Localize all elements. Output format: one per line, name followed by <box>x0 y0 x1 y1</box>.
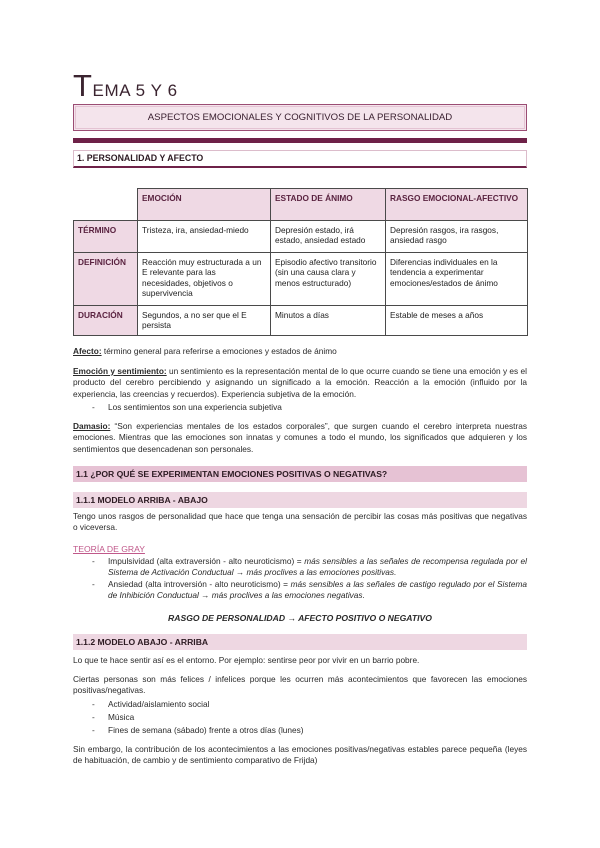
list-item: - Música <box>73 711 527 724</box>
damasio-term: Damasio: <box>73 421 111 431</box>
afecto-paragraph <box>73 346 527 357</box>
list-item: - Fines de semana (sábado) frente a otros días (lunes) <box>73 724 527 737</box>
emocion-bullet-list <box>73 402 527 413</box>
damasio-paragraph <box>73 421 527 455</box>
list-item <box>73 579 527 602</box>
damasio-text: “Son experiencias mentales de los estados corporales”, que surgen cuando el cerebro interpreta nuestras emociones. Mientras que las emociones son innatas y comunes a todo el mundo, los significados que adquieren y los sentimientos que desencadenan son personales. <box>73 421 527 454</box>
gray-item-italic: más sensibles a las señales de recompensa regulada por el Sistema de Activación Conductual → más proclives a las emociones positivas. <box>108 556 527 578</box>
conclusion-line: RASGO DE PERSONALIDAD → AFECTO POSITIVO O NEGATIVO <box>168 613 432 623</box>
table-cell: Diferencias individuales en la tendencia a experimentar emociones/estados de ánimo <box>386 253 528 306</box>
section-1-heading: 1. PERSONALIDAD Y AFECTO <box>73 150 527 168</box>
comparison-table <box>73 188 528 336</box>
table-cell: Minutos a días <box>271 306 386 336</box>
emocion-term: Emoción y sentimiento: <box>73 366 167 376</box>
divider-bar <box>73 138 527 143</box>
gray-item-plain: Impulsividad (alta extraversión - alto neuroticismo) = <box>108 556 305 566</box>
table-corner-cell <box>74 189 138 221</box>
table-cell: Depresión rasgos, ira rasgos, ansiedad rasgo <box>386 221 528 253</box>
section-1-1-1-heading: 1.1.1 MODELO ARRIBA - ABAJO <box>73 492 527 508</box>
table-cell: Estable de meses a años <box>386 306 528 336</box>
gray-item-plain: Ansiedad (alta introversión - alto neuroticismo) = <box>108 578 291 589</box>
title-initial: T <box>73 68 93 103</box>
table-row <box>74 306 528 336</box>
page-subtitle-box <box>73 104 527 131</box>
sin-embargo-paragraph: Sin embargo, la contribución de los acontecimientos a las emociones positivas/negativas estables parece pequeña (leyes de habituación, de cambio y de sentimiento comparativo de Frijda) <box>73 744 527 766</box>
emocion-paragraph <box>73 366 527 400</box>
table-row <box>74 253 528 306</box>
header-emocion: EMOCIÓN <box>138 189 271 221</box>
gray-theory-title: TEORÍA DE GRAY <box>73 544 145 554</box>
table-header-row <box>74 189 528 221</box>
row-label: TÉRMINO <box>74 221 138 253</box>
table-cell: Episodio afectivo transitorio (sin una causa clara y menos estructurado) <box>271 253 386 306</box>
row-label: DURACIÓN <box>74 306 138 336</box>
list-item <box>73 556 527 579</box>
afecto-term: Afecto: <box>73 346 102 356</box>
title-rest: EMA 5 Y 6 <box>92 81 178 100</box>
list-item: - Los sentimientos son una experiencia subjetiva <box>73 402 527 413</box>
table-cell: Tristeza, ira, ansiedad-miedo <box>138 221 271 253</box>
table-row <box>74 221 528 253</box>
abajo-arriba-paragraph: Lo que te hace sentir así es el entorno. Por ejemplo: sentirse peor por vivir en un barrio pobre. <box>73 655 420 665</box>
gray-bullet-list <box>73 556 527 601</box>
arriba-abajo-paragraph: Tengo unos rasgos de personalidad que hace que tenga una sensación de percibir las cosas más positivas que negativas o viceversa. <box>73 511 527 533</box>
table-cell: Reacción muy estructurada a un E relevante para las necesidades, objetivos o supervivencia <box>138 253 271 306</box>
row-label: DEFINICIÓN <box>74 253 138 306</box>
section-1-1-heading: 1.1 ¿POR QUÉ SE EXPERIMENTAN EMOCIONES POSITIVAS O NEGATIVAS? <box>73 466 527 482</box>
gray-item-italic: más sensibles a las señales de castigo regulado por el Sistema de Inhibición Conductual → más proclives a las emociones negativas. <box>108 578 527 600</box>
page-subtitle: ASPECTOS EMOCIONALES Y COGNITIVOS DE LA PERSONALIDAD <box>147 112 453 123</box>
table-cell: Depresión estado, irá estado, ansiedad estado <box>271 221 386 253</box>
ciertas-bullet-list <box>73 698 527 737</box>
afecto-text: término general para referirse a emociones y estados de ánimo <box>101 346 337 356</box>
header-estado-animo: ESTADO DE ÁNIMO <box>271 189 386 221</box>
header-rasgo: RASGO EMOCIONAL-AFECTIVO <box>386 189 528 221</box>
list-item: - Actividad/aislamiento social <box>73 698 527 711</box>
table-cell: Segundos, a no ser que el E persista <box>138 306 271 336</box>
page-title <box>73 70 527 106</box>
section-1-1-2-heading: 1.1.2 MODELO ABAJO - ARRIBA <box>73 634 527 650</box>
ciertas-paragraph: Ciertas personas son más felices / infelices porque les ocurren más acontecimientos que favorecen las emociones positivas/negativas. <box>73 674 527 696</box>
emocion-text: un sentimiento es la representación mental de lo que ocurre cuando se tiene una emoción y es el producto del cerebro percibiendo y asignando un significado a la emoción. Reacción a la emoción (influido por la experiencia, las creencias y recuerdos). Experiencia subjetiva de la emoción. <box>73 366 527 399</box>
